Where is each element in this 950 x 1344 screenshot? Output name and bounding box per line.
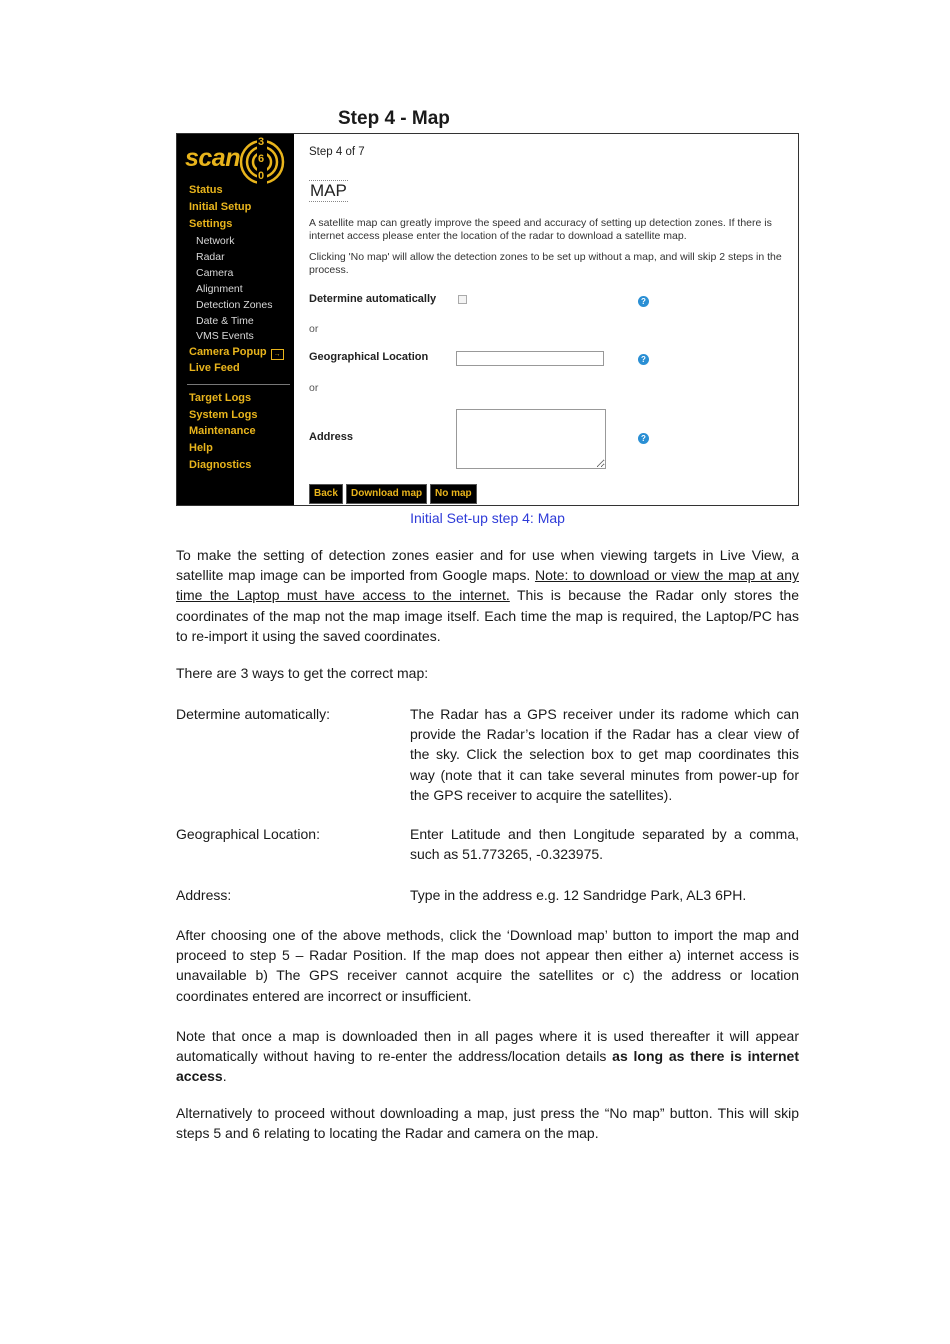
help-icon[interactable]: ?	[638, 296, 649, 307]
determine-automatically-checkbox[interactable]	[458, 295, 467, 304]
download-map-button[interactable]: Download map	[346, 484, 427, 504]
nav-alignment[interactable]: Alignment	[196, 283, 243, 295]
logo-digit-3: 3	[258, 136, 265, 148]
popup-window-icon: →	[271, 349, 284, 360]
sidebar-divider	[187, 384, 290, 385]
back-button[interactable]: Back	[309, 484, 343, 504]
way-description: Type in the address e.g. 12 Sandridge Park, AL3 6PH.	[410, 887, 747, 903]
nav-date-time[interactable]: Date & Time	[196, 315, 254, 327]
scan360-logo	[183, 138, 291, 186]
way-description: The Radar has a GPS receiver under its radome which can provide the Radar’s location if the Radar has a clear view of the sky. Click the selection box to get map coordinates this way (note that it can take several minutes from power-up for the GPS receiver to acquire the satellites).	[410, 706, 799, 803]
setup-content	[294, 134, 798, 505]
nav-camera-popup[interactable]	[189, 345, 284, 360]
way-term: Geographical Location:	[176, 826, 320, 842]
note-text-2: .	[222, 1068, 227, 1085]
way-term: Determine automatically:	[176, 706, 331, 722]
nav-detection-zones[interactable]: Detection Zones	[196, 299, 273, 311]
way-description: Enter Latitude and then Longitude separated by a comma, such as 51.773265, -0.323975.	[410, 826, 799, 863]
nav-vms-events[interactable]: VMS Events	[196, 330, 254, 342]
logo-digit-6: 6	[258, 153, 265, 165]
intro-paragraph: A satellite map can greatly improve the speed and accuracy of setting up detection zones. If there is internet access please enter the location of the radar to download a satellite map.	[309, 217, 772, 242]
map-title: MAP	[310, 181, 347, 200]
address-textarea[interactable]	[456, 409, 606, 469]
nav-camera[interactable]: Camera	[196, 267, 234, 279]
setup-screenshot	[176, 133, 799, 506]
nav-network[interactable]: Network	[196, 235, 235, 247]
step-indicator: Step 4 of 7	[309, 146, 365, 158]
no-map-paragraph: Clicking 'No map' will allow the detection zones to be set up without a map, and will skip 2 steps in the process.	[309, 251, 782, 276]
geographical-location-input[interactable]	[456, 351, 604, 366]
alternative-paragraph: Alternatively to proceed without downloading a map, just press the “No map” button. This will skip steps 5 and 6 relating to locating the Radar and camera on the map.	[176, 1105, 799, 1142]
or-separator: or	[309, 323, 319, 335]
nav-target-logs[interactable]: Target Logs	[189, 392, 252, 404]
nav-maintenance[interactable]: Maintenance	[189, 425, 256, 437]
nav-help[interactable]: Help	[189, 442, 213, 454]
help-icon[interactable]: ?	[638, 354, 649, 365]
sidebar	[177, 134, 294, 505]
nav-radar[interactable]: Radar	[196, 251, 225, 263]
no-map-button[interactable]: No map	[430, 484, 477, 504]
nav-camera-popup-label: Camera Popup	[189, 346, 267, 358]
help-icon[interactable]: ?	[638, 433, 649, 444]
nav-initial-setup[interactable]: Initial Setup	[189, 201, 252, 213]
intro-paragraph	[176, 545, 799, 646]
nav-live-feed[interactable]: Live Feed	[189, 362, 240, 374]
figure-caption: Initial Set-up step 4: Map	[410, 510, 565, 526]
internet-note: Note: to download or view the map at any time the Laptop must have access to the internet.	[176, 567, 799, 604]
intro-text-1: To make the setting of detection zones easier and for use when viewing targets in Live View, a satellite map image can be imported from Google maps.	[176, 547, 799, 584]
nav-system-logs[interactable]: System Logs	[189, 409, 258, 421]
nav-diagnostics[interactable]: Diagnostics	[189, 459, 252, 471]
way-term: Address:	[176, 887, 232, 903]
or-separator: or	[309, 382, 319, 394]
logo-digit-0: 0	[258, 170, 265, 182]
nav-settings[interactable]: Settings	[189, 218, 233, 230]
logo-text: scan	[185, 144, 240, 172]
intro-text-2: This is because the Radar only stores the coordinates of the map not the map image itself. Each time the map is required, the Laptop/PC has to re-import it using the saved coordinates.	[176, 587, 799, 644]
determine-automatically-label: Determine automatically	[309, 293, 437, 305]
geographical-location-label: Geographical Location	[309, 351, 429, 363]
address-label: Address	[309, 431, 354, 443]
internet-emphasis: as long as there is internet access	[176, 1048, 800, 1085]
nav-status[interactable]: Status	[189, 184, 223, 196]
page-heading: Step 4 - Map	[338, 108, 450, 129]
note-text-1: Note that once a map is downloaded then in all pages where it is used thereafter it will appear automatically without having to re-enter the address/location details	[176, 1028, 799, 1065]
after-paragraph: After choosing one of the above methods, click the ‘Download map’ button to import the map and proceed to step 5 – Radar Position. If the map does not appear then either a) internet access is unavailable b) The GPS receiver cannot acquire the satellites or c) the address or location coordinates entered are incorrect or insufficient.	[176, 927, 799, 1004]
note-paragraph	[176, 1026, 799, 1087]
ways-intro: There are 3 ways to get the correct map:	[176, 665, 429, 681]
